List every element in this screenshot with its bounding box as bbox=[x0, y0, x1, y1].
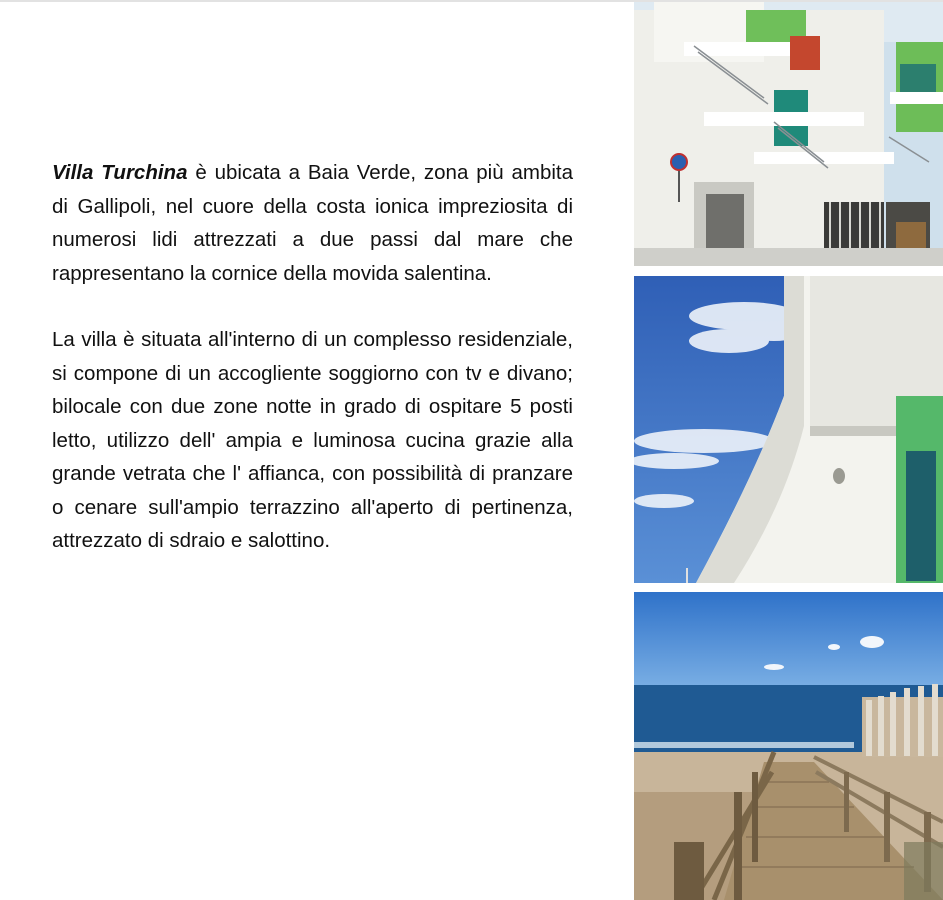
photo-balcony-sky bbox=[634, 276, 943, 583]
paragraph-description: La villa è situata all'interno di un complesso residenziale, si compone di un accogliente soggiorno con tv e divano; bilocale con due zone notte in grado di ospitare 5 posti letto, utilizzo dell' ampia e luminosa cucina grazie alla grande vetrata che l' affianca, con possibilità di pranzare o cenare sull'ampio terrazzino all'aperto di pertinenza, attrezzato di sdraio e salottino. bbox=[52, 328, 573, 552]
balcony-sky-image bbox=[634, 276, 943, 583]
photo-villa-exterior bbox=[634, 2, 943, 266]
description-text bbox=[52, 156, 573, 591]
villa-name: Villa Turchina bbox=[52, 161, 188, 184]
paragraph-location bbox=[52, 156, 573, 290]
beach-boardwalk-image bbox=[634, 592, 943, 900]
photo-beach-boardwalk bbox=[634, 592, 943, 900]
paragraph-location-body: è ubicata a Baia Verde, zona più ambita di Gallipoli, nel cuore della costa ionica impreziosita di numerosi lidi attrezzati a due passi dal mare che rappresentano la cornice della movida salentina. bbox=[52, 161, 573, 285]
villa-exterior-image bbox=[634, 2, 943, 266]
